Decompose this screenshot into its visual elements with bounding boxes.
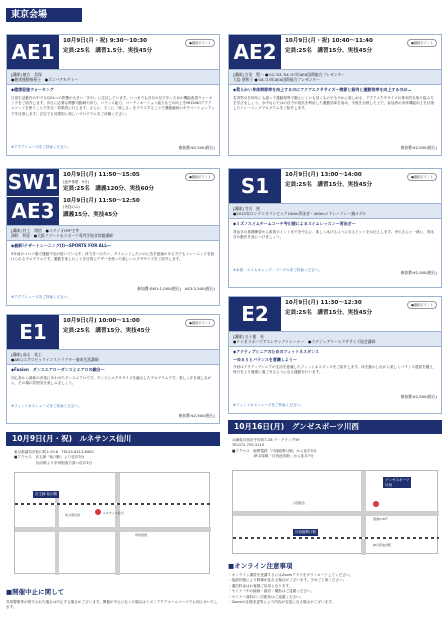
instructor-row [229, 70, 441, 85]
venue-header: 東京会場 [6, 8, 82, 22]
program-time: 10月9日(月・祝) 9:30～10:30 [63, 38, 148, 44]
venue-banner-left: 10月9日(月・祝) ルネサンス仙川 [6, 432, 220, 446]
continuing-points-badge: ●継続ポイント [407, 39, 437, 47]
program-time: 10月9日(月・祝) 10:40～11:40 [285, 38, 373, 44]
venue-address-right [232, 438, 438, 460]
program-title: ◆ミズノスイムチームコーチ寺川綾によるスイムレッスン～背泳ぎ～ [233, 221, 356, 227]
online-note-item: ・セミナー資料の二次配布はご遠慮ください。 [228, 594, 304, 599]
program-code: E2 [229, 297, 281, 331]
continuing-points-badge: ●継続ポイント [185, 319, 215, 327]
program-time-note: (途中休憩：5分) [63, 179, 89, 184]
venue-map-right [232, 470, 438, 554]
instructor-row [7, 350, 219, 365]
instructor-row [229, 204, 441, 219]
map-road-label: 国道176号 [373, 517, 388, 521]
program-capacity: 定員:25名 講習15分、実技45分 [285, 309, 373, 316]
program-footnote: ※フィットネスシューズをご持参ください。 [11, 404, 82, 409]
program-code: SW1 [7, 169, 59, 197]
venue-access: ■アクセス 京王線「仙川駅」より徒歩3分 [14, 455, 85, 460]
instructor-name: [講師] 寺川 綾 [233, 206, 260, 211]
instructor-note: ●AEC/エアロビックインストラクター養成生涯講師 [11, 357, 99, 363]
instructor-row [7, 226, 219, 241]
map-road-label: 甲州街道 [135, 533, 148, 537]
online-note-item: ・Zoomの仕様変更等により内容が変更になる場合がございます。 [228, 599, 336, 604]
venue-map-left [14, 472, 210, 574]
map-pin-icon [373, 501, 379, 507]
instructor-name: [講師] 五十嵐 亮 [233, 334, 264, 339]
program-footnote: ※アクアシューズをご持参ください。 [11, 295, 72, 300]
instructor-row [7, 70, 219, 85]
instructor-name: [講師] 高山 英士 [11, 352, 42, 357]
program-description: 日常生活動作の中でもQOLへの影響が大きい「歩行」に注目しています。いつまでも自分の足で歩くための機能改善ウォーキングをご紹介します。歩行に必要な関節可動域や体力、バランス能力、コーディネーション能力などの向上をMIZUNOアクアメソッドを使うことで安全・効果的に行えます。さらに、そこに「楽しさ」をプラスすることで運動継続のモチベーションアップを目指します。自宅でも効果的に楽しいプログラムをご体験ください。 [11, 95, 215, 116]
program-time: 10月9日(月) 11:50～15:05 [63, 172, 140, 178]
program-card-e2 [228, 296, 442, 414]
cancellation-title: ■開催中止に関して [6, 588, 65, 596]
program-card-s1 [228, 168, 442, 288]
venue-access: ■アクセス 能勢電鉄「川西能勢口駅」から徒歩5分 [232, 448, 317, 453]
program-capacity-2: 講義15分、実技45分 [63, 212, 118, 219]
venue-banner-right: 10月16日(月) グンゼスポーツ川西 [228, 420, 442, 434]
cancellation-body: 気象警報等が発令された場合は中止する場合がございます。開催が中止になった場合はミズノアクアホームページでお知らせいたします。 [6, 600, 218, 610]
online-notes-title: ■オンライン注意事項 [228, 562, 293, 570]
map-station-label: 京王線 仙川駅 [35, 492, 58, 496]
program-capacity: 定員:25名 講習1.5分、実技45分 [63, 47, 153, 54]
program-description: 3年前のコロナ禍で運動不足が続いている中、体力をつけたい、ダイエットしたいのに苦手意識のある方でもトレーニングを続けられるプログラムです。運動を楽しむことを目的にテザーを使った新しいエクササイズをご紹介します。 [11, 251, 215, 262]
online-note-item: ・オンライン講習を受講するにはZoomアプリをダウンロードしてください。 [228, 573, 354, 577]
venue-address-left [14, 450, 214, 466]
program-fee: 参加費:¥2,500(税込) [178, 412, 215, 418]
instructor-name: [講師] 村上 翔悟 ●スタジオHYP主宰 [11, 228, 80, 233]
program-fee: 参加費:SW1:1,000(税込) AE3:2,500(税込) [137, 285, 215, 291]
venue-address: 東京都調布市仙川町2-19-6 TEL03-6313-8400 [14, 450, 94, 454]
continuing-points-badge: ●継続ポイント [407, 301, 437, 309]
program-capacity: 定員:25名 講習15分、実技45分 [285, 181, 373, 188]
map-landmark-label: 川西阪急 [293, 501, 306, 505]
program-footnote: ※アクアシューズをご持参ください。 [11, 145, 72, 150]
program-card-ae1 [6, 34, 220, 156]
map-jr-label: JR川西池田駅 [373, 543, 391, 547]
venue-access-2: JR宝塚線「川西池田駅」から徒歩7分 [254, 454, 314, 459]
continuing-points-badge: ●継続ポイント [407, 173, 437, 181]
map-station-label: 川西能勢口駅 [295, 530, 316, 534]
program-description: 初心者から最新の音楽にあわせたダンスエアロです。ダンスとエクササイズを融合したプログラムです。楽しく汗を流しながら、その場の雰囲気を楽しみましょう。 [11, 375, 212, 386]
instructor-name-2: 澤野 利恵 ●大阪リゾート＆スポーツ専門学校非常勤講師 [11, 233, 113, 239]
instructor-name: [講師] 植方 美保 [11, 72, 42, 77]
continuing-points-badge: ●継続ポイント [185, 173, 215, 181]
map-venue-label: グンゼスポーツ 川西 [385, 478, 410, 487]
program-time-2: 10月9日(月) 11:50～12:50 [63, 197, 140, 204]
program-code: E1 [7, 315, 59, 349]
online-notes-list [228, 573, 442, 605]
program-fee: 参加費:¥2,500(税込) [400, 144, 437, 150]
program-fee: 参加費:¥2,500(税込) [400, 393, 437, 399]
program-fee: 参加費:¥2,500(税込) [400, 269, 437, 275]
program-code: AE2 [229, 35, 281, 69]
program-description: 今回はアクティブシニアの生活を意識したフィットネスダンスをご紹介します。体を動かしながら楽しくバランス感覚を鍛え、毎日をより健康に過ごせるようになる運動を行います。 [233, 365, 437, 375]
program-fee: 参加費:¥2,500(税込) [178, 144, 215, 150]
program-code-2: AE3 [7, 197, 59, 225]
instructor-note: ●健康運動指導士 ●ズンバアカデミー [11, 77, 79, 83]
instructor-row [229, 332, 441, 347]
program-time: 10月9日(月) 10:00～11:00 [63, 318, 140, 324]
venue-tel: TEL072-755-3119 [232, 443, 264, 448]
online-note-item: ・接続状態により映像が乱れる場合がございます。予めご了承ください。 [228, 578, 347, 583]
continuing-points-badge: ●継続ポイント [185, 39, 215, 47]
program-capacity: 定員:25名 講習15分、実技45分 [63, 327, 151, 334]
instructor-name: [講師] 吉田 賢一 ●'01-'03-'04-'07年AEA国際総合プレゼンター [233, 72, 345, 77]
program-time-note-2: (実技のみ) [63, 205, 80, 210]
venue-address: 兵庫県川西市中央町7-18 ラ・グランデ5F [232, 438, 300, 442]
program-title: ◆健康促進ウォーキング [11, 87, 54, 93]
online-note-item: ・通信料金はお客様ご負担となります。 [228, 583, 293, 588]
map-street-label: 仙川商店街 [65, 513, 81, 517]
map-pin-label: ルネサンス仙川 [103, 511, 124, 515]
program-footnote: ※水着・スイムキャップ・ゴーグルをご持参ください。 [233, 268, 323, 273]
program-title: ◆最新!テザートレーニング(I)―SPORTS FOR ALL― [11, 243, 111, 249]
instructor-note: ●2012年ロンドンオリンピック100m背泳ぎ・400mメドレーリレー銅メダル [233, 211, 367, 217]
program-subtitle: ～ゆるりとバランスを意識しよう～ [233, 356, 297, 362]
program-time: 10月9日(月) 13:00～14:00 [285, 172, 362, 178]
program-code: S1 [229, 169, 281, 203]
program-capacity: 定員:25名 講習15分、実技45分 [285, 47, 373, 54]
instructor-name-2: 大島 朋和子 ●'18-'23年AEA国際総合プレゼンター [233, 77, 320, 83]
program-description: 背泳ぎの基礎練習から改善ポイントまでを中心に、楽しく泳げるようになるヒントをお伝えします。寺川さんと一緒に、背泳ぎの動作を身につけましょう。 [233, 229, 434, 240]
program-code: AE1 [7, 35, 59, 69]
program-time: 10月9日(月) 11:30～12:30 [285, 300, 362, 306]
program-title: ◆Fusion ダンスエアロ～ダンスとエアロの融合～ [11, 367, 105, 373]
program-title: ◆柔らかい身体関節率を向上するのにアクアエクササイズ～関節と筋肉と運動効率を向上するのが… [233, 87, 412, 93]
program-capacity: 定員:25名 講義120分、実技60分 [63, 186, 155, 193]
instructor-note: ●リンガスポーツアスレチックトレーナー ●ラグジュアリーエクササイズ協会講師 [233, 339, 376, 345]
map-pin-icon [95, 509, 101, 515]
program-card-sw1-ae3 [6, 168, 220, 306]
program-title: ◆アクティブシニアのためのフィットネスダンス [233, 349, 320, 355]
venue-access-2: 仙川駅より甲州街道方面へ徒歩3分 [36, 460, 93, 465]
program-card-ae2 [228, 34, 442, 156]
program-card-e1 [6, 314, 220, 424]
online-note-item: ・セミナー中の録画・録音・撮影はご遠慮ください。 [228, 589, 315, 594]
program-footnote: ※フィットネスシューズをご持参ください。 [233, 403, 304, 408]
program-description: 若者男女を何年にも渡って運動指導で鍛えにくいも効くものでもやかに楽しめる、アクアエクササイズの基本的な取り組み方を学びましょう。水中ならではの浮力や抵抗を利用した運動効率を高め、今後を目指した上で、参加者の身体機能向上を目指したトレーニングプログラムをご紹介します。 [233, 95, 434, 111]
